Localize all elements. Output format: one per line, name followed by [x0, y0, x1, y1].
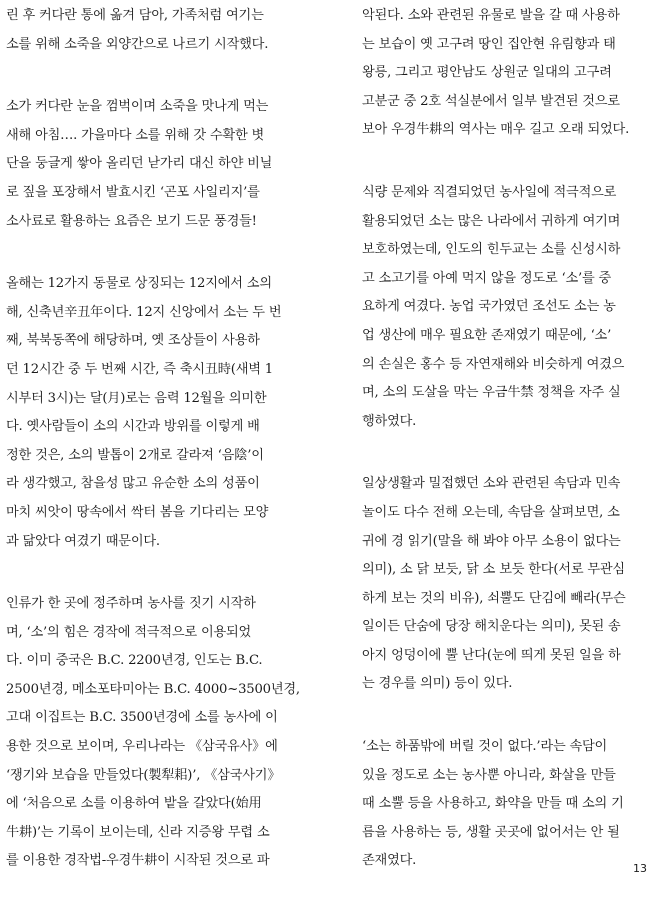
text-line: 牛耕)’는 기록이 보이는데, 신라 지증왕 무렵 소: [6, 824, 270, 840]
right-text-column: [362, 2, 668, 910]
paragraph: [6, 270, 312, 556]
paragraph: [6, 2, 312, 59]
text-line: 는 보습이 옛 고구려 땅인 집안현 유림향과 태: [362, 36, 616, 52]
text-line: 올해는 12가지 동물로 상징되는 12지에서 소의: [6, 276, 272, 292]
text-line: 인류가 한 곳에 정주하며 농사를 짓기 시작하: [6, 596, 256, 612]
text-line: 시부터 3시)는 달(月)로는 음력 12월을 의미한: [6, 390, 267, 406]
text-line: 며, ‘소’의 힘은 경작에 적극적으로 이용되었: [6, 624, 252, 640]
text-line: 름을 사용하는 등, 생활 곳곳에 없어서는 안 될: [362, 824, 620, 840]
text-line: 악된다. 소와 관련된 유물로 발을 갈 때 사용하: [362, 8, 620, 23]
text-line: 고 소고기를 아예 먹지 않을 정도로 ‘소’를 중: [362, 270, 612, 286]
text-line: 단을 둥글게 쌓아 올리던 낟가리 대신 하얀 비닐: [6, 156, 273, 172]
text-line: 린 후 커다란 통에 옮겨 담아, 가족처럼 여기는: [6, 8, 264, 23]
text-line: 의미), 소 닭 보듯, 닭 소 보듯 한다(서로 무관심: [362, 562, 625, 578]
text-line: 왕릉, 그리고 평안남도 상원군 일대의 고구려: [362, 65, 612, 81]
paragraph: [362, 179, 668, 436]
text-line: 고분군 중 2호 석실분에서 일부 발견된 것으로: [362, 93, 620, 109]
text-line: 존재였다.: [362, 853, 417, 869]
text-line: 때 소뿔 등을 사용하고, 화약을 만들 때 소의 기: [362, 796, 624, 812]
text-line: 용한 것으로 보이며, 우리나라는 《삼국유사》에: [6, 739, 278, 755]
text-line: 라 생각했고, 참을성 많고 유순한 소의 성품이: [6, 476, 260, 492]
paragraph: [6, 93, 312, 236]
text-line: 고대 이집트는 B.C. 3500년경에 소를 농사에 이: [6, 710, 278, 726]
text-line: 새해 아침…. 가을마다 소를 위해 갓 수확한 볏: [6, 127, 265, 143]
paragraph: [362, 733, 668, 876]
text-line: 해, 신축년辛丑年이다. 12지 신앙에서 소는 두 번: [6, 304, 282, 320]
text-line: 일이든 단숨에 당장 해치운다는 의미), 못된 송: [362, 619, 621, 635]
text-line: 놀이도 다수 전해 오는데, 속담을 살펴보면, 소: [362, 504, 620, 520]
text-line: 귀에 경 읽기(말을 해 봐야 아무 소용이 없다는: [362, 533, 621, 549]
text-line: 과 닮았다 여겼기 때문이다.: [6, 533, 160, 549]
text-line: 며, 소의 도살을 막는 우금牛禁 정책을 자주 실: [362, 385, 621, 401]
text-line: 업 생산에 매우 필요한 존재였기 때문에, ‘소’: [362, 327, 612, 343]
text-line: 마치 씨앗이 땅속에서 싹터 봄을 기다리는 모양: [6, 504, 269, 520]
text-line: 소가 커다란 눈을 껌벅이며 소죽을 맛나게 먹는: [6, 99, 269, 115]
text-line: 에 ‘처음으로 소를 이용하여 밭을 갈았다(始用: [6, 796, 262, 812]
left-text-column: [6, 2, 312, 910]
text-line: 던 12시간 중 두 번째 시간, 즉 축시丑時(새벽 1: [6, 361, 273, 377]
text-line: 행하였다.: [362, 413, 417, 429]
text-line: 다. 옛사람들이 소의 시간과 방위를 이렇게 배: [6, 419, 260, 435]
text-line: 하게 보는 것의 비유), 쇠뿔도 단김에 빼라(무슨: [362, 590, 626, 606]
text-line: 는 경우를 의미) 등이 있다.: [362, 676, 513, 692]
page-number: 13: [633, 862, 647, 875]
text-line: 일상생활과 밀접했던 소와 관련된 속담과 민속: [362, 476, 621, 492]
text-line: ‘쟁기와 보습을 만들었다(製犁耜)’, 《삼국사기》: [6, 767, 281, 783]
text-line: 요하게 여겼다. 농업 국가였던 조선도 소는 농: [362, 299, 616, 315]
paragraph: [362, 2, 668, 145]
text-line: 째, 북북동쪽에 해당하며, 옛 조상들이 사용하: [6, 333, 260, 349]
text-line: 정한 것은, 소의 발톱이 2개로 갈라져 ‘음陰’이: [6, 447, 264, 463]
text-line: 소를 위해 소죽을 외양간으로 나르기 시작했다.: [6, 36, 269, 52]
text-line: 소사료로 활용하는 요즘은 보기 드문 풍경들!: [6, 213, 257, 229]
text-line: 2500년경, 메소포타미아는 B.C. 4000~3500년경,: [6, 681, 300, 697]
text-line: 아지 엉덩이에 뿔 난다(눈에 띄게 못된 일을 하: [362, 647, 621, 663]
text-line: 보호하였는데, 인도의 힌두교는 소를 신성시하: [362, 242, 621, 258]
paragraph: [6, 590, 312, 876]
text-line: 를 이용한 경작법-우경牛耕이 시작된 것으로 파: [6, 853, 270, 869]
text-line: ‘소는 하품밖에 버릴 것이 없다.’라는 속담이: [362, 739, 608, 755]
text-line: 로 짚을 포장해서 발효시킨 ‘곤포 사일리지’를: [6, 184, 260, 200]
text-line: 의 손실은 홍수 등 자연재해와 비슷하게 여겼으: [362, 356, 625, 372]
text-line: 다. 이미 중국은 B.C. 2200년경, 인도는 B.C.: [6, 653, 263, 669]
text-line: 식량 문제와 직결되었던 농사일에 적극적으로: [362, 184, 617, 200]
text-line: 활용되었던 소는 많은 나라에서 귀하게 여기며: [362, 213, 621, 229]
text-line: 있을 정도로 소는 농사뿐 아니라, 화살을 만들: [362, 767, 616, 783]
text-line: 보아 우경牛耕의 역사는 매우 길고 오래 되었다.: [362, 122, 630, 138]
paragraph: [362, 470, 668, 699]
